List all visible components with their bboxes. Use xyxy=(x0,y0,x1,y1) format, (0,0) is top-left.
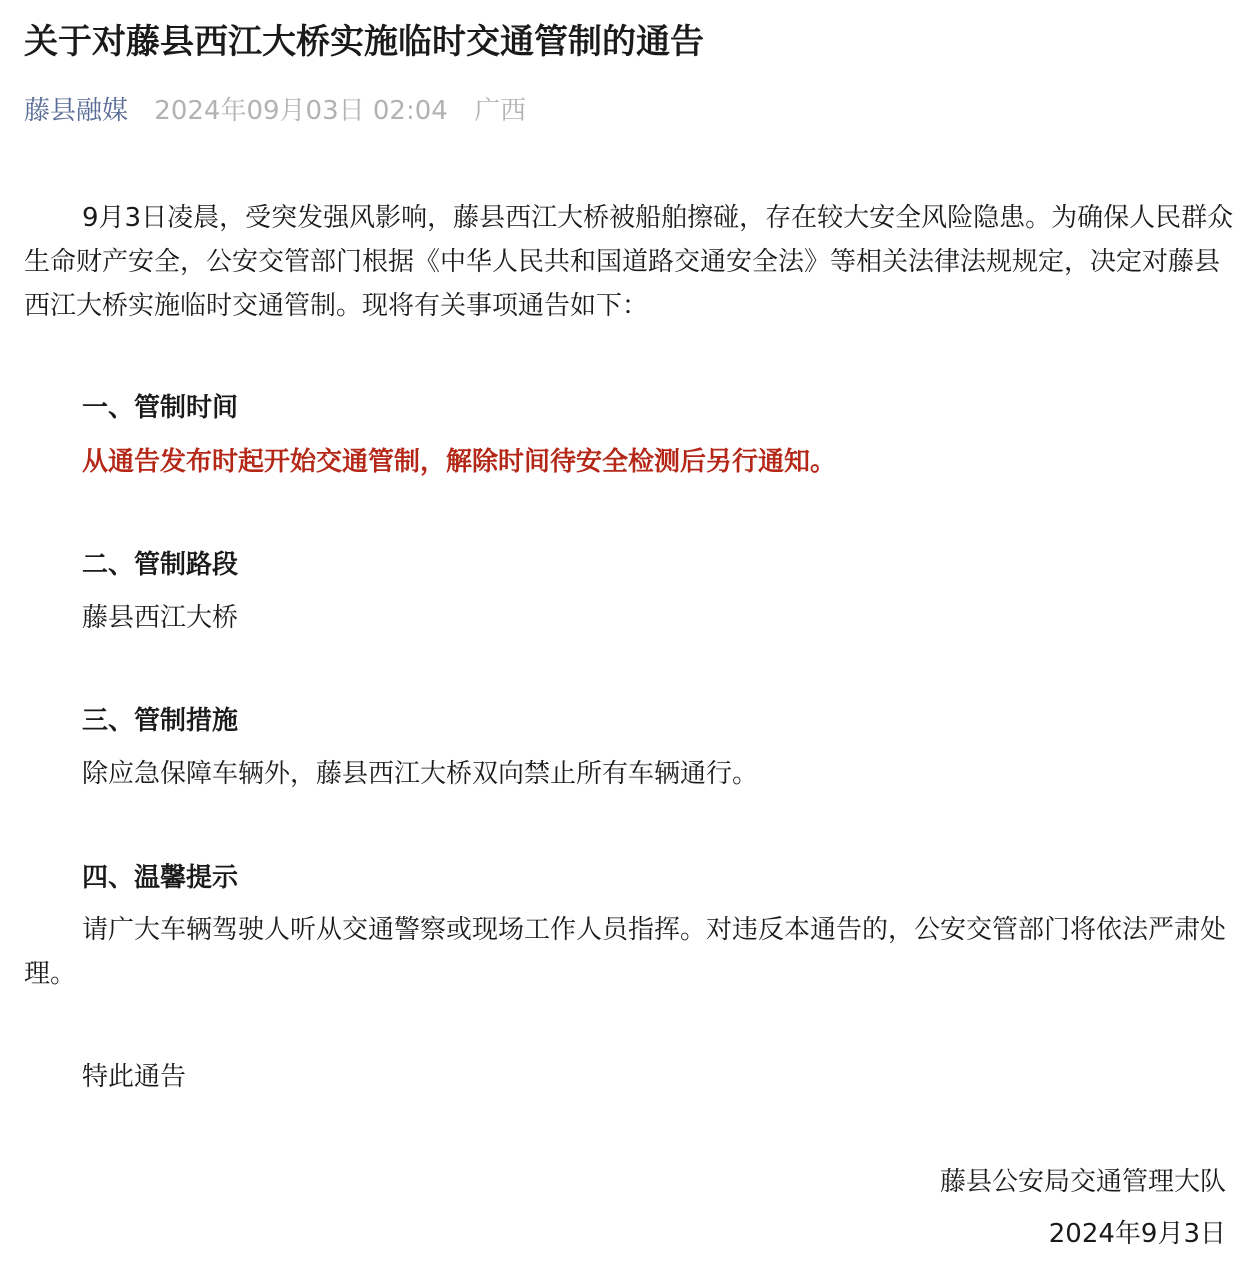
section-2-heading: 二、管制路段 xyxy=(82,550,239,580)
intro-paragraph: 9月3日凌晨，受突发强风影响，藤县西江大桥被船舶擦碰，存在较大安全风险隐患。为确保人民群众生命财产安全，公安交管部门根据《中华人民共和国道路交通安全法》等相关法律法规规定，决定对藤县西江大桥实施临时交通管制。现将有关事项通告如下： xyxy=(24,203,1234,321)
account-name-link[interactable]: 藤县融媒 xyxy=(24,96,129,126)
publish-time: 2024年09月03日 02:04 xyxy=(154,96,448,126)
section-1-text: 从通告发布时起开始交通管制，解除时间待安全检测后另行通知。 xyxy=(82,447,837,477)
publish-region: 广西 xyxy=(474,96,527,126)
article-meta xyxy=(24,92,526,130)
article-title: 关于对藤县西江大桥实施临时交通管制的通告 xyxy=(24,22,704,62)
closing-text: 特此通告 xyxy=(82,1062,187,1092)
section-3-text: 除应急保障车辆外，藤县西江大桥双向禁止所有车辆通行。 xyxy=(82,759,759,789)
section-1-heading: 一、管制时间 xyxy=(82,393,239,423)
section-3-heading: 三、管制措施 xyxy=(82,706,239,736)
section-4-text: 请广大车辆驾驶人听从交通警察或现场工作人员指挥。对违反本通告的，公安交管部门将依法严肃处理。 xyxy=(24,915,1227,989)
section-2-text: 藤县西江大桥 xyxy=(82,603,239,633)
signature-date: 2024年9月3日 xyxy=(1048,1219,1226,1249)
section-4-heading: 四、温馨提示 xyxy=(82,863,239,893)
signature-issuer: 藤县公安局交通管理大队 xyxy=(939,1167,1226,1197)
